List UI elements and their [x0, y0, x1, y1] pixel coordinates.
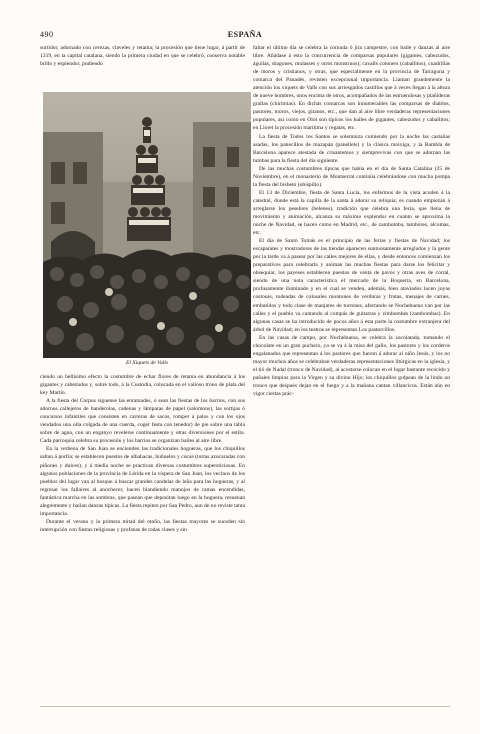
figure-caption: El Xiquets de Valls	[125, 360, 169, 366]
paragraph: faltar el último día se celebra la cornuda ó jira campestre, con baile y danzas al aire libre. Añádase á esto la concurrencia de comparsas populares (gigantes, cabezudos, águilas, dragones, mulasses y otros monstruos); cavalls cotoners (caballitos), cuadrillas de moros y cristianos, y otras, que especialmente en la provincia de Tarragona y comarca del Panadés, revisten excepcional importancia. Llaman grandemente la atención los xiquets de Valls con sus arriesgados castillos que á veces llegan á la altura de nueve hombres, unos encima de otros, acompañados de las estruendosas y plañideras grallas (chirimías). En dichas comarcas son innumerables las comparsas de diablos, pastores, moros, viejos, gitanos, etc., que dan al aire libre verdaderas representaciones populares, así como en Olot son típicos los bailes de gigantes, cabezudos y caballitos; en Lloret la procesión marítima y regatas, etc.	[253, 45, 450, 132]
paragraph: De las muchas costumbres típicas que había en el día de Santa Catalina (25 de Noviembre), en el monasterio de Montserrat continúa celebrándose con mucha pompa la fiesta del bisbetó (obispillo).	[253, 165, 450, 188]
bottom-rule	[40, 706, 450, 707]
paragraph: La fiesta de Todos los Santos se solemniza comiendo por la noche las castañas asadas, los panecillos de mazapán (panellets) y la clásica moixiga, y la Rambla de Barcelona aparece atestada de crisantemos y siemprevivas con que se adornan las tumbas para la fiesta del día siguiente.	[253, 133, 450, 164]
text-column-left-bottom	[40, 373, 245, 705]
text-column-right	[253, 44, 450, 704]
text-column-left-top	[40, 44, 245, 84]
photo-illustration	[43, 92, 251, 358]
paragraph: El día de Santo Tomás es el principio de las ferias y fiestas de Navidad; los escaparates y mostradores de las tiendas aparecen suntuosamente arreglados y la gente por la tarde va á pasear por las calles mejores de ellas, y desde entonces comienzan los preparativos para celebrarla y animan las muchas fiestas para darse los felicitar y obsequiar, los payeses establecen puestos de venta de pavos y otras aves de corral, siendo de una nota característica el mercado de la Boquería, en Barcelona, profusamente iluminado y en el cual se venden, además, bien ataviados lucen joyas costosas, rodeadas de colosales montones de verduras y frutas, menajes de carnes, embutidos y todo clase de manjares de turrones, afectando se Nochebuena van por las calles y el pueblo va cantando al compás de guitarras y zimbombes (zambombas). En algunas casas se ha introducido de pocos años á esta parte la costumbre extranjera del árbol de Navidad; en los teatros se representan Los pastorcillos.	[253, 238, 450, 333]
paragraph: En las casas de campo, por Nochebuena, se celebra la socolatada, tomando el chocolate en un gran puchero, ya se va á la misa del gallo, los pastores y los corderos engalanados que representan á los pastores que fueron á adorar al niño Jesús, y los no mayor muchos años se celebraban verdaderas representaciones litúrgicas en la iglesia, y el tió de Nadal (tronco de Navidad), al acostarse colocan en el lugar bastante recocido y pañales limpios para la Virgen y su divino Hijo; los chiquillos golpean de la lindo un tronco que después dejan en el fuego y a la mañana cantan villancicos. Están aún en vigor ciertas prác-	[253, 334, 450, 398]
paragraph: El 13 de Diciembre, fiesta de Santa Lucía, los enfermos de la vista acuden á la catedral, donde está la capilla de la santa á adorar su reliquia; es cuando empiezan á arreglarse los pesebres (belenes), tradición que celebra una feria, que llena de movimiento y animación, alcanza su máximo explendor en cuanto se aproxima la noche de Navidad, se hacen como en Madrid, etc., de zambomba, tambores, alcomas, etc.	[253, 189, 450, 237]
page-number: 490	[40, 30, 54, 39]
paragraph: En la verbena de San Juan se encienden las tradicionales hogueras, que los chiquillos saltan á porfía; se establecen puestos de albahacas, buñuelos y cocas (tortas azucaradas con piñones y dulces), y á media noche se practican diversas costumbres supersticiosas. En algunos poblaciones de la provincia de Lérida en la víspera de San Juan, los vecinos de los pueblos del lugar van al bosque á buscar grandes candelas de leña para las hogueras, y al regresar los fallaires al anochecer, hacen blandiendo manojos de ramas encendidas, fantástica marcha en las sombras, que pasean que depositan luego en la hoguera, resuenan alegremente y bailan danzas típicas. La fiesta repiten por San Pedro, aun de no reviste tanta importancia.	[40, 446, 245, 517]
page-header	[40, 30, 450, 42]
photo-xiquets-de-valls	[43, 92, 251, 358]
page-title: ESPAÑA	[227, 30, 263, 39]
paragraph: Durante el verano y la primera mitad del otoño, las fiestas mayores se suceden sin interrupción con fiestas religiosas y profanas de todas clases y sin	[40, 518, 245, 533]
paragraph: A la fiesta del Corpus síguense las enramades, ó sean las fiestas de los barrios, con sus adornos callejeros de banderolas, cadenas y lámparas de papel (salomons), las sortijas ó concursos infantiles que consisten en carreras de sacos, romper á palos y con los ojos vendados una olla colgada de una cuerda, coger festa con tenedor) de pie sobre una tabla sobre de agua, con un enganyo revelerse continuamente y otras diversiones por el estilo. Cada parroquia celebra su procesión y los barrios se organizan bailes al aire libre.	[40, 398, 245, 445]
paragraph: surtidor, adornado con cerezas, claveles y retama; la procesión que tiene lugar, á partir de 1319, en la capital catalana, siendo la primera ciudad en que se celebró, conserva notable brillo y esplendor, pudiendo	[40, 45, 245, 68]
paragraph: ciendo un bellísimo efecto la costumbre de echar flores de retama en abundancia á los gigantes y cabezudos y, sobre todo, á la Custodia, colocada en el valioso trono de plata del key Martín.	[40, 374, 245, 397]
